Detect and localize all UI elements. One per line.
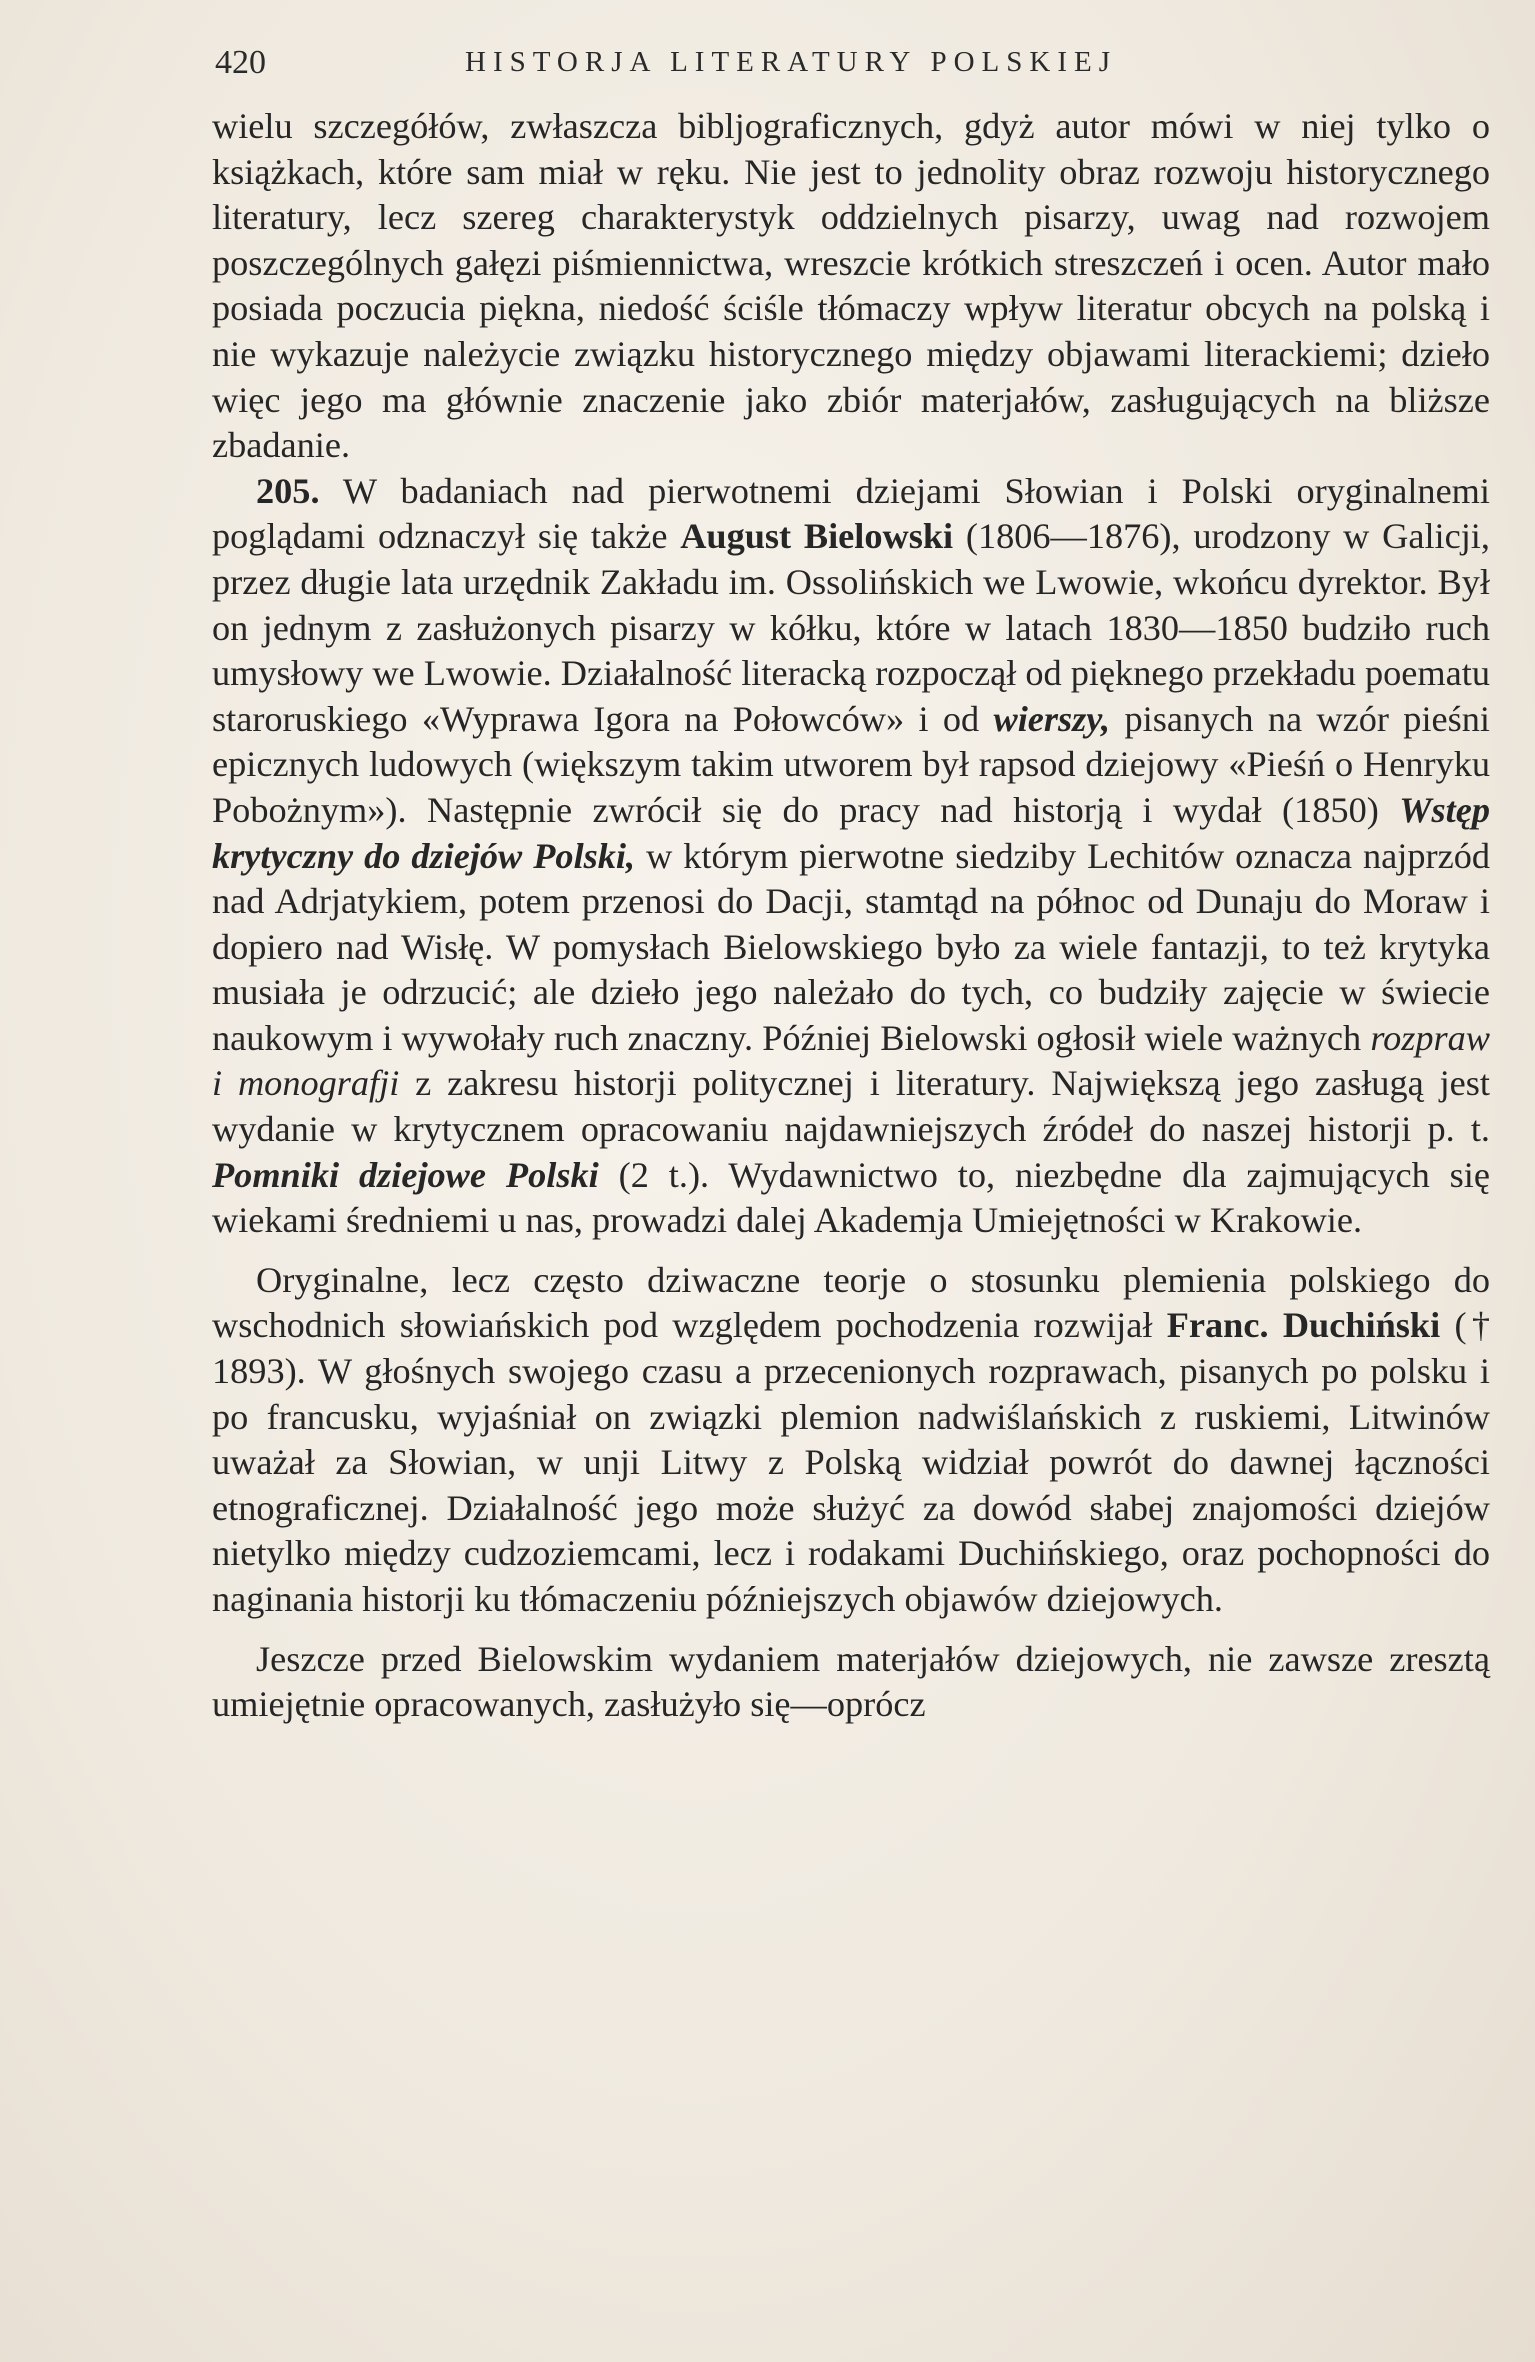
paragraph-2 [212,469,1490,1244]
paragraph-1-text: wielu szczegółów, zwłaszcza bibljograficznych, gdyż autor mówi w niej tylko o książkach, które sam miał w ręku. Nie jest to jednolity obraz rozwoju historycznego literatury, lecz szereg charakterystyk oddzielnych pisarzy, uwag nad rozwojem poszczególnych gałęzi piśmiennictwa, wreszcie krótkich streszczeń i ocen. Autor mało posiada poczucia piękna, niedość ściśle tłómaczy wpływ literatur obcych na polską i nie wykazuje należycie związku historycznego między objawami literackiemi; dzieło więc jego ma głównie znaczenie jako zbiór materjałów, zasługujących na bliższe zbadanie. [212,106,1490,466]
paragraph-4 [212,1637,1490,1728]
paragraph-3-text-1: Oryginalne, lecz często dziwaczne teorje o stosunku plemienia polskiego do wschodnich słowiańskich pod względem pochodzenia rozwijał [212,1259,1490,1346]
paragraph-3 [212,1258,1490,1623]
paragraph-4-text: Jeszcze przed Bielowskim wydaniem materjałów dziejowych, nie zawsze zresztą umiejętnie opracowanych, zasłużyło się—oprócz [212,1638,1490,1725]
page-header [215,40,1495,90]
title-rozpraw-monografji: rozpraw i monografji [212,1017,1490,1104]
body-text [212,104,1490,1728]
name-duchinski: Franc. Duchiński [1166,1305,1441,1346]
paragraph-2-text-5: z zakresu historji politycznej i literatury. Największą jego zasługą jest wydanie w krytycznem opracowaniu najdawniejszych źródeł do naszej historji p. t. [212,1063,1490,1150]
page-number: 420 [215,44,266,81]
paragraph-1 [212,104,1490,469]
title-pomniki: Pomniki dziejowe Polski [212,1154,599,1195]
paragraph-2-text-1: W badaniach nad pierwotnemi dziejami Słowian i Polski oryginalnemi poglądami odznaczył się także [212,470,1490,557]
title-wstep-krytyczny: Wstęp krytyczny do dziejów Polski, [212,789,1490,876]
running-title: HISTORJA LITERATURY POLSKIEJ [465,46,1117,78]
paragraph-2-text-6: (2 t.). Wydawnictwo to, niezbędne dla zajmujących się wiekami średniemi u nas, prowadzi dalej Akademja Umiejętności w Krakowie. [212,1154,1490,1241]
title-wierszy: wierszy, [993,698,1111,739]
name-bielowski: August Bielowski [680,516,954,557]
paragraph-2-text-3: pisanych na wzór pieśni epicznych ludowych (większym takim utworem był rapsod dziejowy «Pieśń o Henryku Pobożnym»). Następnie zwrócił się do pracy nad historją i wydał (1850) [212,698,1490,830]
section-number: 205. [256,470,320,511]
paragraph-3-text-2: († 1893). W głośnych swojego czasu a przecenionych rozprawach, pisanych po polsku i po francusku, wyjaśniał on związki plemion nadwiślańskich z ruskiemi, Litwinów uważał za Słowian, w unji Litwy z Polską widział powrót do dawnej łączności etnograficznej. Działalność jego może służyć za dowód słabej znajomości dziejów nietylko między cudzoziemcami, lecz i rodakami Duchińskiego, oraz pochopności do naginania historji ku tłómaczeniu późniejszych objawów dziejowych. [212,1305,1490,1619]
paragraph-2-text-2: (1806—1876), urodzony w Galicji, przez długie lata urzędnik Zakładu im. Ossolińskich we Lwowie, wkońcu dyrektor. Był on jednym z zasłużonych pisarzy w kółku, które w latach 1830—1850 budziło ruch umysłowy we Lwowie. Działalność literacką rozpoczął od pięknego przekładu poematu staroruskiego «Wyprawa Igora na Połowców» i od [212,516,1490,739]
paragraph-2-text-4: w którym pierwotne siedziby Lechitów oznacza najprzód nad Adrjatykiem, potem przenosi do Dacji, stamtąd na północ od Dunaju do Moraw i dopiero nad Wisłę. W pomysłach Bielowskiego było za wiele fantazji, to też krytyka musiała je odrzucić; ale dzieło jego należało do tych, co budziły zajęcie w świecie naukowym i wywołały ruch znaczny. Później Bielowski ogłosił wiele ważnych [212,835,1490,1058]
